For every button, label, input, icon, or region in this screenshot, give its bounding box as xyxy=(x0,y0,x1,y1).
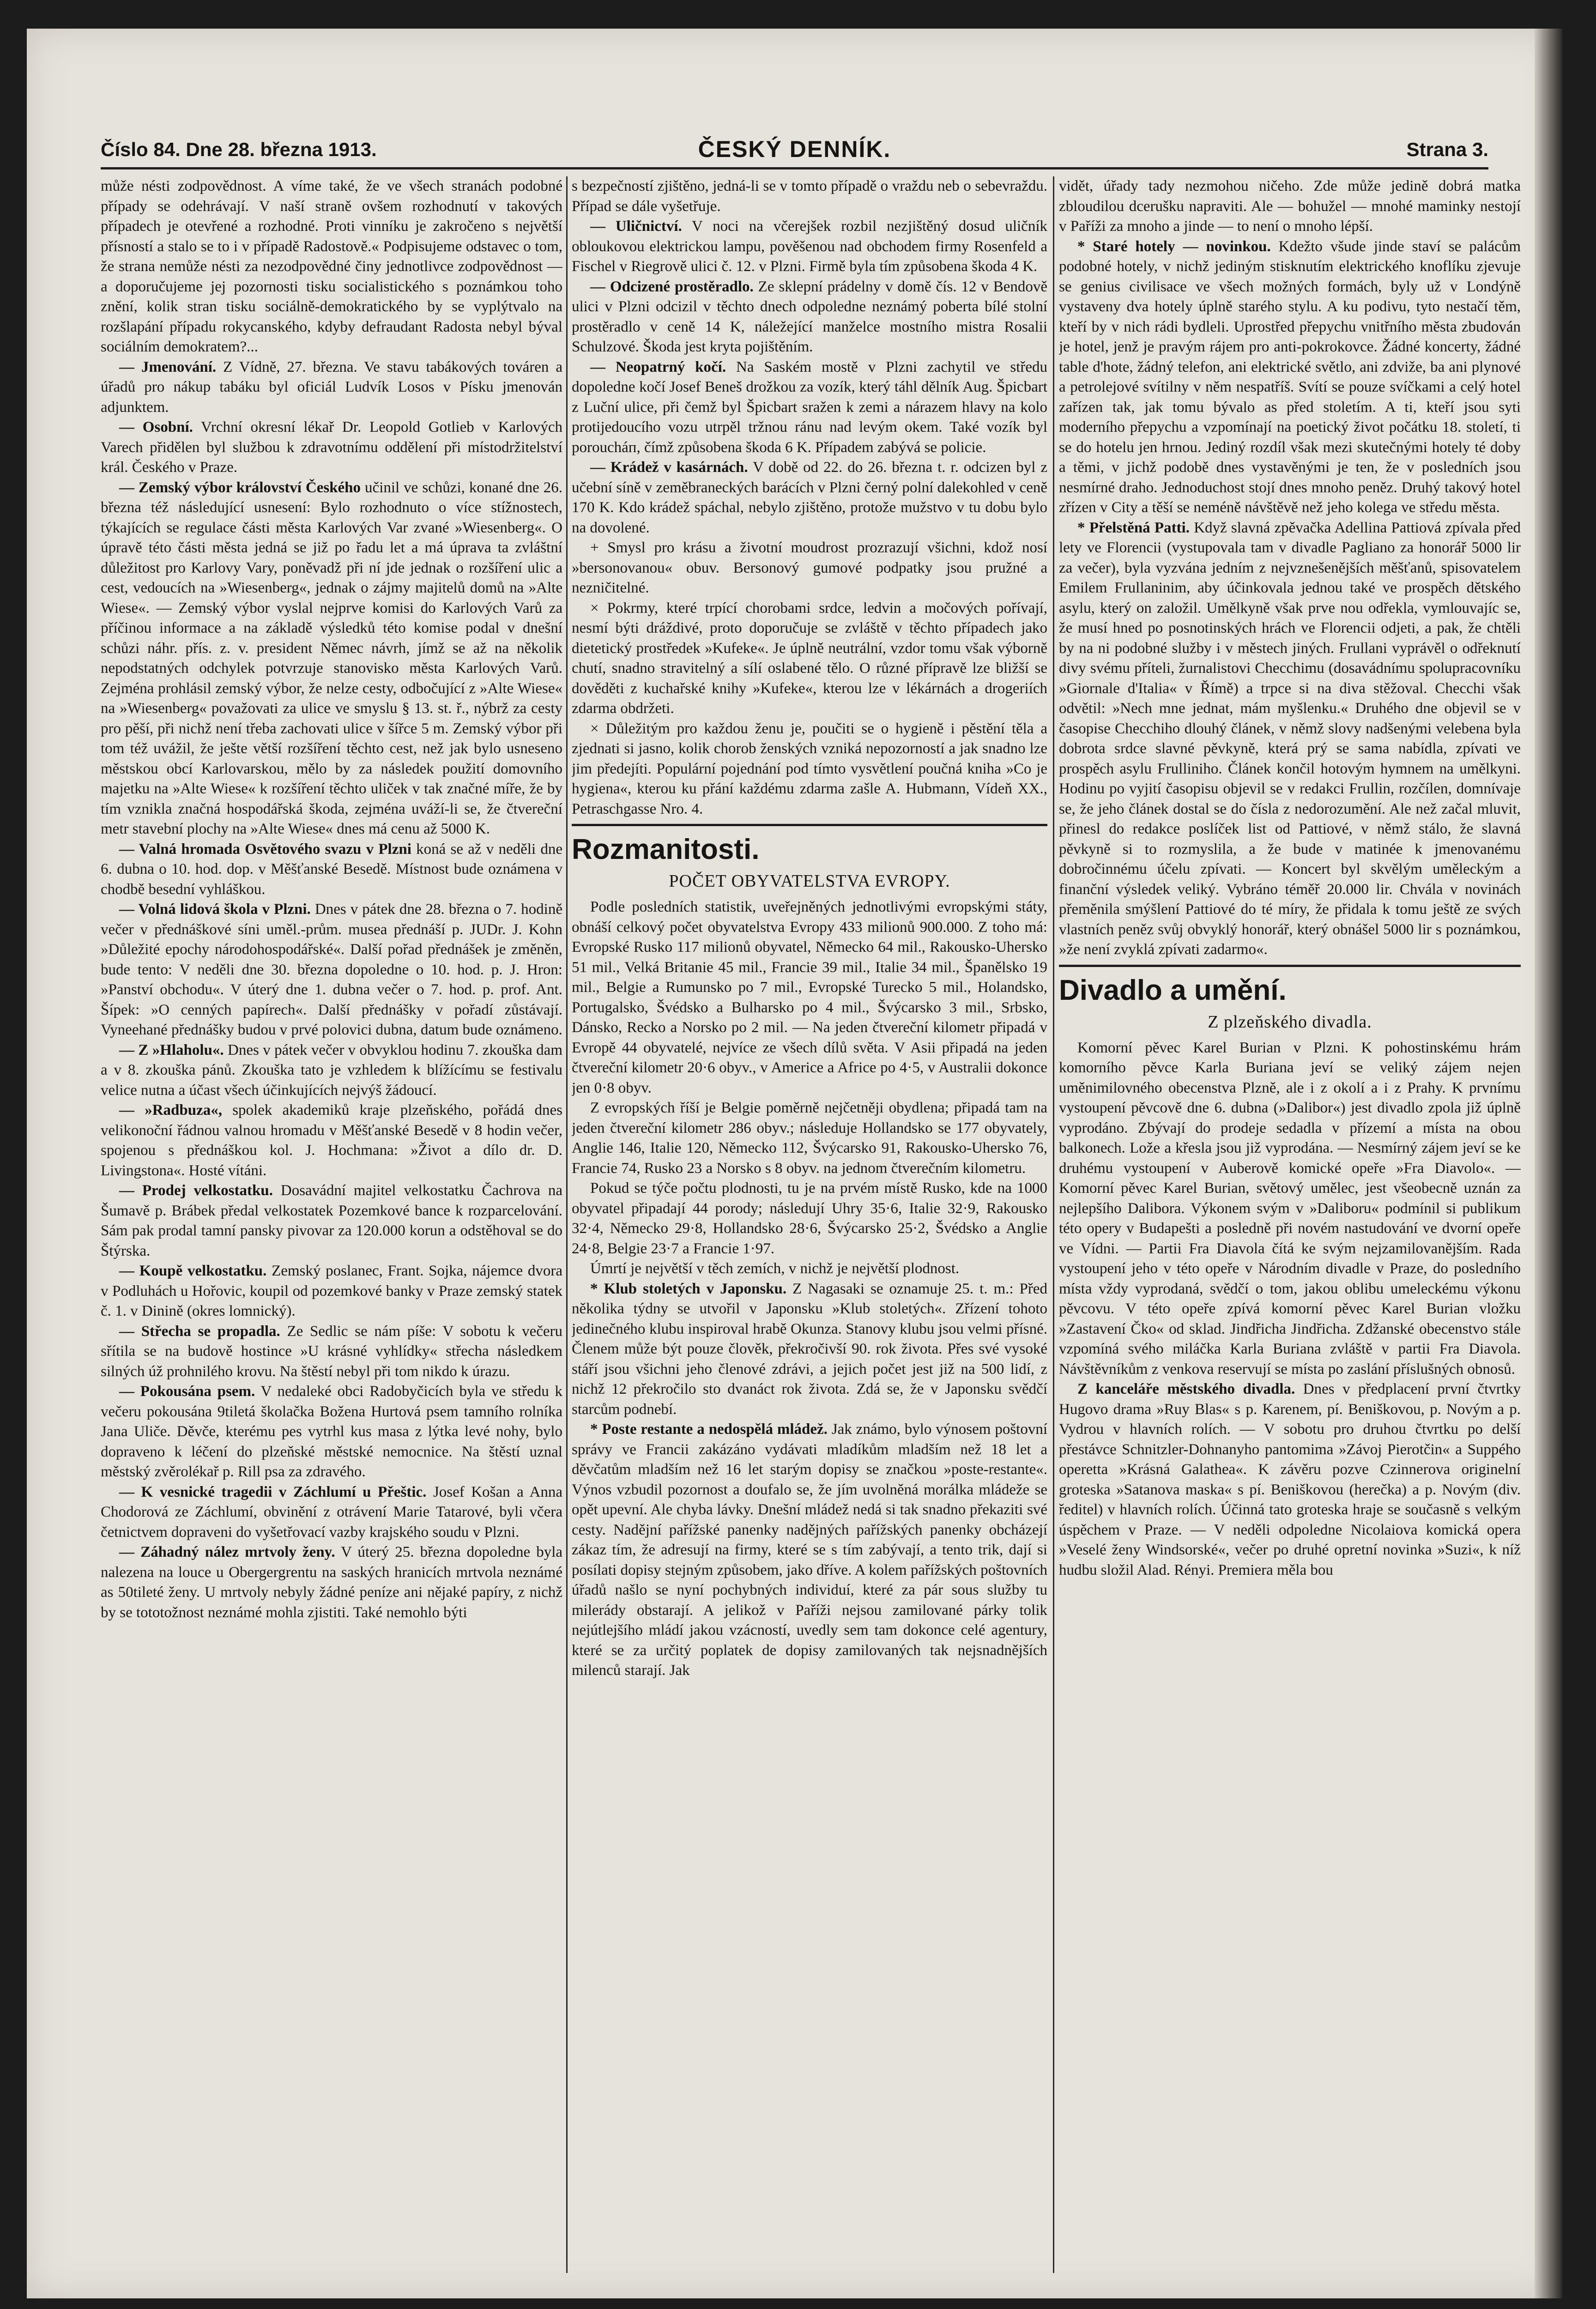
article-text: koná se až v neděli dne 6. dubna o 10. hod. dop. v Měšťanské Besedě. Místnost bude oznámena v chodbě besední vyhláškou. xyxy=(101,840,562,898)
newspaper-page xyxy=(27,29,1562,2298)
article-paragraph xyxy=(101,900,562,1040)
article-paragraph xyxy=(101,1100,562,1181)
article-text: spolek akademiků kraje plzeňského, pořádá dnes velikonoční řádnou valnou hromadu v Měšťanské Besedě v 8 hodin večer, spojenou s přednáškou kol. J. Hochmana: »Život a dílo dr. D. Livingstona«. Hosté vítáni. xyxy=(101,1102,562,1179)
article-heading: — Záhadný nález mrtvoly ženy. xyxy=(119,1544,335,1560)
article-paragraph: Úmrtí je největší v těch zemích, v nichž je největší plodnost. xyxy=(590,1260,960,1277)
article-heading: — Osobní. xyxy=(119,419,193,435)
article-text: Z Vídně, 27. března. Ve stavu tabákových továren a úřadů pro nákup tabáku byl oficiál Ludvík Losos v Písku jmenován adjunktem. xyxy=(101,358,562,416)
section-rule xyxy=(572,824,1047,826)
article-paragraph xyxy=(572,357,1047,458)
article-heading: — Pokousána psem. xyxy=(119,1383,255,1400)
article-heading: — Střecha se propadla. xyxy=(119,1323,280,1340)
section-title: Rozmanitosti. xyxy=(572,834,760,865)
column-rule xyxy=(1053,176,1054,2273)
article-paragraph xyxy=(572,1420,1047,1681)
article-text: Dnes v pátek dne 28. března o 7. hodině večer v přednáškové síni uměl.-prům. musea přednáší p. JUDr. J. Kohn »Důležité epochy národohospodářské«. Další pořad přednášek je změněn, bude tento: V neděli dne 30. března dopoledne o 10. hod. p. J. Hron: »Panství obchodu«. V úterý dne 1. dubna večer o 7. hod. p. prof. Ant. Šípek: »O cenných papírech«. Další přednášky v pořadí zůstávají. Vyneehané přednášky budou v prvé polovici dubna, datum bude oznámeno. xyxy=(101,901,562,1038)
article-heading: — K vesnické tragedii v Záchlumí u Přeštic. xyxy=(119,1483,427,1500)
article-paragraph: vidět, úřady tady nezmohou ničeho. Zde může jedině dobrá matka zbloudilou dcerušku napraviti. Ale — bohužel — mnohé maminky nestojí v Paříži za mnoho a jinde — to není o mnoho lépší. xyxy=(1059,178,1521,235)
section-rule xyxy=(1059,965,1521,967)
article-paragraph xyxy=(101,1322,562,1382)
article-paragraph xyxy=(101,417,562,478)
article-heading: — Neopatrný kočí. xyxy=(590,358,726,375)
page-spine-edge xyxy=(1535,29,1562,2298)
article-text: Jak známo, bylo výnosem poštovní správy ve Francii zakázáno vydávati mladíkům mladším než 18 let a děvčatům mladším než 16 let starým dopisy se značkou »poste-restante«. Výnos vzbudil pozornost a doufalo se, že jím uvolněná morálka mládeže se opět upevní. Ale chyba lávky. Dnešní mládež nedá si tak snadno překaziti své cesty. Nadějní pařížské panenky nadějných pařížských panenky obcházejí zákaz tím, že adresují na firmy, které se s tím zabývají, a tento trik, dají si posílati dopisy stejným způsobem, jako dříve. A kolem pařížských poštovních úřadů našlo se nyní pochybných individuí, které za pár sous služby tu milerády obstarají. A jelikož v Paříži nejsou zamilované párky tolik nejútlejšího mládí jakou vzácností, uvedly sem tam dokonce celé agentury, které se za určitý poplatek de dopisy zamilovaných tak nejsnadnějších milenců starají. Jak xyxy=(572,1421,1047,1679)
article-heading: * Klub stoletých v Japonsku. xyxy=(590,1280,787,1297)
article-heading: — Valná hromada Osvětového svazu v Plzni xyxy=(119,840,411,858)
article-paragraph xyxy=(101,1382,562,1482)
page-header xyxy=(101,126,1488,169)
article-text: Vrchní okresní lékař Dr. Leopold Gotlieb v Karlových Varech přidělen byl službou k zdravotnímu oddělení při místodržitelství král. Českého v Praze. xyxy=(101,419,562,476)
article-paragraph xyxy=(101,840,562,900)
article-paragraph xyxy=(572,1279,1047,1420)
article-text: Ze sklepní prádelny v domě čís. 12 v Bendově ulici v Plzni odcizil v těchto dnech odpoledne neznámý pobertа bílé stolní prostěradlo v ceně 14 K, náležející manželce mostního mistra Rosalii Schulzové. Škoda jest kryta pojištěním. xyxy=(572,278,1047,355)
article-paragraph xyxy=(1059,518,1521,960)
article-heading: — »Radbuza«, xyxy=(119,1102,222,1118)
article-paragraph: Z evropských říší je Belgie poměrně nejčetněji obydlena; připadá tam na jeden čtvereční kilometr 286 obyv.; následuje Hollandsko se 177 obyvately, Anglie 146, Italie 120, Německo 112, Švýcarsko 91, Rakousko-Uhersko 76, Francie 74, Rusko 23 a Norsko s 8 obyv. na jednom čtverečním kilometru. xyxy=(572,1100,1047,1177)
article-heading: — Uličnictví. xyxy=(590,218,682,235)
column-2 xyxy=(572,176,1047,2273)
article-heading: Z kanceláře městského divadla. xyxy=(1077,1381,1295,1397)
article-paragraph xyxy=(572,277,1047,357)
article-text: Na Saském mostě v Plzni zachytil ve středu dopoledne kočí Josef Beneš drožkou za vozík, který táhl dělník Aug. Špicbart z Luční ulice, při čemž byl Špicbart sražen k zemi a nárazem hlavy na kolo protijedoucího vozu utrpěl tržnou ránu nad levým okem. Také vozík byl poroucháп, čímž způsobena škoda 6 K. Případem zabývá se policie. xyxy=(572,358,1047,456)
article-heading: — Volná lidová škola v Plzni. xyxy=(119,901,311,918)
article-text: Dosavádní majitel velkostatku Čachrova na Šumavě p. Brábek předal velkostatek Pozemkové bance k rozparcelování. Sám pak prodal tamní pansky pivovar za 120.000 korun a odstěhoval se do Štýrska. xyxy=(101,1182,562,1259)
article-subtitle: Z plzeňského divadla. xyxy=(1208,1012,1372,1032)
article-paragraph xyxy=(101,1542,562,1623)
article-paragraph: s bezpečností zjištěno, jedná-li se v tomto případě o vraždu neb o sebevraždu. Případ se dále vyšetřuje. xyxy=(572,178,1047,215)
article-paragraph xyxy=(101,1261,562,1322)
article-paragraph xyxy=(1059,1379,1521,1580)
column-rule xyxy=(566,176,568,2273)
article-paragraph xyxy=(101,357,562,418)
article-paragraph xyxy=(101,1040,562,1101)
article-paragraph xyxy=(572,217,1047,277)
article-heading: — Koupě velkostatku. xyxy=(119,1263,267,1279)
advert-paragraph: × Důležitým pro každou ženu je, poučiti se o hygieně i pěstění těla a zjednati si jasno, kolik chorob ženských vzniká nepozorností a jak snadno lze jim předejíti. Populární pojednání pod tímto vysvětlení poučná kniha »Co je hygiena«, kterou ku přání každému zdarma zašle A. Hubmann, Vídeň XX., Petraschgasse Nro. 4. xyxy=(572,720,1047,817)
advert-paragraph: × Pokrmy, které trpící chorobami srdce, ledvin a močových pořívají, nesmí býti dráždivé, proto doporučuje se zvláště v těchto případech jako dietetický prostředek »Kufeke«. Je úplně neutrální, vzdor tomu však výborně chutí, snadno stravitelný a sílí oslabené tělo. O různé přípravě lze bližší se dověděti z kuchařské knihy »Kufeke«, kterou lze v lékárnách a drogeriích zdarma obdržeti. xyxy=(572,599,1047,717)
article-text: Josef Košan a Anna Chodorová ze Záchlumí, obvinění z otrávení Marie Tatarové, byli včera četnictvem dopraveni do vyšetřovací vazby krajského soudu v Plzni. xyxy=(101,1483,562,1541)
article-text: Zemský poslanec, Frant. Sojka, nájemce dvora v Podluhách u Hořovic, koupil od pozemkové banky v Praze zemský statek č. 1. v Dinině (okres lomnický). xyxy=(101,1263,562,1319)
article-text: V úterý 25. března dopoledne byla nalezena na louce u Obergergrentu na saských hranicích mrtvola neznámé as 50tileté ženy. U mrtvoly nebyly žádné peníze ani nějaké papíry, z nichž by se tototožnost neznámé mohla zjistiti. Také nemohlo býti xyxy=(101,1544,562,1621)
article-heading: * Přelstěná Patti. xyxy=(1077,519,1190,536)
article-heading: — Z »Hlaholu«. xyxy=(119,1041,224,1058)
issue-number-date: Číslo 84. Dne 28. března 1913. xyxy=(101,139,377,160)
article-heading: — Zemský výbor království Českého xyxy=(119,479,361,496)
article-paragraph: Komorní pěvec Karel Burian v Plzni. K pohostinskému hrám komorního pěvce Karla Buriana jeví se veliký zájem nejen uměnimilovného obecenstva Plzně, ale i z okolí a i z Prahy. K prvnímu vystoupení pěvcově dne 6. dubna (»Dalibor«) jest divadlo zpola již úplně vyprodáno. Zbývají do prodeje sedadla v přízemí a místa na obou balkonech. Lože a křesla jsou již vyprodána. — Nesmírný zájem jeví se ke druhému vystoupení v Auberově komické opeře »Fra Diavolo«. — Komorní pěvec Karel Burian, světový umělec, jest všeobecně uznán za nejlepšího Dalibora. Výkonem svým v »Daliboru« podmínil si publikum této opery v Budapešti a posledně při novém nastudování ve dvorní opeře ve Vídni. — Partii Fra Diavola čítá ke svým nejzamilovanějším. Rada vystoupení jeho v této opeře v Národním divadle v Praze, do posledního místa vždy vyprodaná, svědčí o tom, jakou oblibu umeleckému výkonu pěvcovu. V této opeře zpívá komorní pěvec Karel Burian vložku »Zastavení Čko« od sklad. Jindřicha Jindřicha. Zdžanské obecenstvo stále vzpomíná svého miláčka Karla Buriana zvláště v partii Fra Diavola. Návštěvníkům z venkova reservují se místa po zaslání příslušných obnosů. xyxy=(1059,1039,1521,1378)
article-text: Kdežto všude jinde staví se palácům podobné hotely, v nichž jediným stisknutím elektrického knoflíku zjevuje se genius civilisace ve všech možných formách, byly už v Londýně vystaveny dva hotely úplně starého stylu. A ku podivu, tyto nestačí těm, kteří by v nich rádi bydleli. Uprostřed přepychu vnitřního města zbudován je hotel, jenž je pravým rájem pro anti-pokrokovce. Žádné koncerty, žádné table d'hote, žádný telefon, ani elektrické světlo, ani zdviže, ba ani plynové a petrolejové svítilny v něm nespatříš. Svítí se pouze svíčkami a celý hotel zařízen tak, jak tomu bývalo as před stoletím. A ti, kteří jsou syti moderního přepychu a vzpomínají na poetický život počátku 18. století, ti se do hotelu jen hrnou. Jediný rozdíl však mezi skutečnými hotely té doby a těmi, v jichž podobě dnes vystavěnými je ten, že v posledních jsou nesmírné drahо. Jednoduchost stojí dnes mnoho peněz. Druhý takový hotel zřízen v City a těší se neméně návštěvě než jeho kolega ve středu města. xyxy=(1059,238,1521,516)
article-text: V nedaleké obci Radobyčicích byla ve středu k večeru pokousána 9tiletá školačka Božena Hurtová psem tamního rolníka Jana Uliče. Děvče, kterému pes vytrhl kus masa z lýtka levé nohy, bylo dopraveno k léčení do plzeňské městské nemocnice. Na štěstí uznal městský zvěrolékař p. Rill psa za zdravého. xyxy=(101,1383,562,1480)
article-paragraph xyxy=(101,478,562,840)
column-1 xyxy=(101,176,562,2273)
section-title: Divadlo a umění. xyxy=(1059,974,1287,1006)
article-paragraph: může nésti zodpovědnost. A víme také, že ve všech stranách podobné případy se odehrávají. V naší straně ovšem rozhodnutí v takových případech je otevřené a rozhodné. Proti vinníku je zakročeno s největší přísností a stalo se to i v případě Radostově.« Podpisujeme odstavec o tom, že strana nemůže nésti za nezodpovědné činy jednotlivce zodpovědnost — a doporučujeme jej pozornosti tisku socialistického s poznámkou toho znění, kolik stran tisku sociálně-demokratického by se vyplýtvalo na rozšlapání případu rokycanského, kdyby defraudant Radosta nebyl býval sociálním demokratem?... xyxy=(101,178,562,355)
article-paragraph xyxy=(101,1181,562,1261)
newspaper-title: ČESKÝ DENNÍK. xyxy=(698,136,891,162)
article-text: V době od 22. do 26. března t. r. odcizen byl z učební síně v zeměbraneckých barácích v Plzni černý polní dalekohled v ceně 170 K. Kdo krádež spáchal, nebylo zjištěno, protože mužstvo v tu dobu bylo na dovolené. xyxy=(572,459,1047,536)
article-subtitle: POČET OBYVATELSTVA EVROPY. xyxy=(669,871,950,891)
article-text: Ze Sedlic se nám píše: V sobotu k večeru sřítila se na budově hostince »U krásné vyhlídky« střecha následkem silných úž prohnilého krovu. Na štěstí nebyl při tom nikdo k úrazu. xyxy=(101,1323,562,1380)
article-heading: * Poste restante a nedospělá mládež. xyxy=(590,1421,828,1438)
article-paragraph xyxy=(572,458,1047,538)
article-text: učinil ve schůzi, konané dne 26. března též následující usnesení: Bylo rozhodnuto o více stížnostech, týkajících se regulace části města Karlových Var zvané »Wiesenberg«. O úpravě této části města jedná se již po řadu let a má úprava ta zvláštní důležitost pro Karlovy Vary, poněvadž při ní jde jednak o rozšíření ulic a cest, vedoucích na »Wiesenberg«, jednak o zájmy majitelů domů na »Alte Wiese«. — Zemský výbor vyslal nejprve komisi do Karlových Varů za příčinou informace a na základě výsledků této komise podal v dnešní schůzi náhr. přís. z. v. president Němec návrh, jímž se až na několik nepodstatných odchylek potvrzuje stanovisko města Karlových Varů. Zejména prohlásil zemský výbor, že nelze cesty, odbočující z »Alte Wiese« na »Wiesenberg« považovati za ulice ve smyslu § 13. st. ř., nýbrž za cesty pro pěší, při nichž není třeba zachovati ulice v šířce 5 m. Zemský výbor při tom též uvážil, že ješte větší rozšíření těchto cest, než jak bylo usneseno městskou obcí Karlovarskou, mělo by za následek použití domovního majetku na »Alte Wiese« k rozšíření těchto uliček v tak značné míře, že by tím vznikla značná hospodářská škoda, zejména uváží-li se, že čtvereční metr stavební plochy na »Alte Wiese« dnes má cenu až 5000 K. xyxy=(101,479,562,837)
article-heading: — Odcizené prostěradlo. xyxy=(590,278,754,295)
article-heading: — Prodej velkostatku. xyxy=(119,1182,273,1199)
article-heading: — Jmenování. xyxy=(119,358,217,375)
article-text: Když slavná zpěvačka Adellina Pattiová zpívala před lety ve Florencii (vystupovala tam v divadle Pagliano za honorář 5000 lir za večer), byla vyzvána jedním z nejvznešenějších měšťanů, spisovatelem Emilem Frullaninim, aby účinkovala jednou také ve prospěch dětského asylu, který on založil. Umělkyně však prve nou odřekla, vymlouvajíc se, že musí hned po posnotinských hrách ve Florencii odjeti, a pak, že chtěli by na ni podobné služby i v městech jiných. Frullani vyprávěl o odřeknutí divy svému příteli, žurnalistovi Checchimu (dosavádnímu spolupracovníku »Giornale d'Italia« v Římě) a trpce si na diva stěžoval. Checchi však odvětil: »Nech mne jednat, mám myšlenku.« Druhého dne objevil se v časopise Checchiho dlouhý článek, v němž slovy nadšenými velebena byla dobrota srdce slavné pěvkyně, která prý se sama nabídla, zpívati ve prospěch asylu Frulliniho. Článek končil hotovým hymnem na umělkyni. Hodinu po vyjití časopisu objevil se v redakci Frullin, rozčílen, domnívaje se, že jeho článek dostal se do čísla z nedorozumění. Ale než začal mluvit, přinesl do redakce poslíček list od Pattiové, v němž stálo, že slavná pěvkyně si to rozmyslila, a že bude v matinée k jmenovanému dobročinnému účelu zpívati. — Koncert byl skvělým uměleckým a finanční výsledek veliký. Vybráno téměř 20.000 lir. Chvála v novinách přeměnila smýšlení Pattiové do té míry, že přidala k tomu ještě ze svých vlastních peněz svůj obvyklý honorář, který obnášel 5000 lir s poznámkou, »že není zvyklá zpívati zadarmo«. xyxy=(1059,519,1521,958)
page-number: Strana 3. xyxy=(1406,139,1488,160)
advert-paragraph: + Smysl pro krásu a životní moudrost prozrazují všichni, kdož nosí »bersonovanou« obuv. Bersonový gumové podpatky jsou pružné a nezničitelné. xyxy=(572,539,1047,596)
article-paragraph: Pokud se týče počtu plodnosti, tu je na prvém místě Rusko, kde na 1000 obyvatel připadají 44 porody; následují Uhry 35·6, Italie 32·9, Rakousko 32·4, Německo 29·8, Hollandsko 28·6, Švýcarsko 25·2, Švédsko a Anglie 24·8, Belgie 23·7 a Francie 1·97. xyxy=(572,1180,1047,1257)
column-3 xyxy=(1059,176,1521,2273)
article-heading: — Krádež v kasárnách. xyxy=(590,459,748,476)
article-heading: * Staré hotely — novinkou. xyxy=(1077,238,1271,255)
article-text: Z Nagasaki se oznamuje 25. t. m.: Před několika týdny se utvořil v Japonsku »Klub stoletých«. Zřízení tohoto jedinečného klubu inspiroval hrabě Okunza. Stanovy klubu jsou velmi přísné. Členem může být pouze člověk, překročivší 90. rok života. Přes své vysoké stáří jsou všichni jeho členové zdrávi, a jejich počet jest již na 500 lidí, z nichž 12 překročilo sto dvanáct rok života. Zdá se, že v Japonsku svědčí starcům podnebí. xyxy=(572,1280,1047,1418)
article-paragraph xyxy=(101,1482,562,1543)
article-text: Dnes v pátek večer v obvyklou hodinu 7. zkouška dam a v 8. zkouška pánů. Zkouška tato je vzhledem k blížícímu se festivalu velice nutna a účast všech účinkujících nejvýš žádoucí. xyxy=(101,1041,562,1099)
article-paragraph: Podle posledních statistik, uveřejněných jednotlivými evropskými státy, obnáší celkový počet obyvatelstva Evropy 433 milionů 900.000. Z toho má: Evropské Rusko 117 milionů obyvatel, Německo 64 mil., Rakousko-Uhersko 51 mil., Velká Britanie 45 mil., Francie 39 mil., Italie 34 mil., Španělsko 19 mil., Belgie a Rumunsko po 7 mil., Evropské Turecko 5 mil., Holandsko, Portugalsko, Švédsko a Bulharsko po 4 mil., Švýcarsko 3 mil., Srbsko, Dánsko, Recko a Norsko po 2 mil. — Na jeden čtvereční kilometr připadá v Evropě 44 obyvatelé, nejvíce ze všech dílů světa. V Asii připadá na jeden čtvereční kilometr 20·6 obyv., v Americe a Africe po 4·5, v Australii dokonce jen 0·8 obyv. xyxy=(572,899,1047,1096)
article-text: V noci na včerejšek rozbil nezjištěný dosud uličník obloukovou elektrickou lampu, pověšenou nad obchodem firmy Rosenfeld a Fischel v Riegrově ulici č. 12. v Plzni. Firmě byla tím způsobena škoda 4 K. xyxy=(572,218,1047,275)
article-text: Dnes v předplacení první čtvrtky Hugovo drama »Ruy Blas« s p. Karenem, pí. Beniškovou, p. Novým a p. Vydrou v hlavních rolích. — V sobotu pro druhou čtvrtku po delší přestávce Schnitzler-Dohnanyho pantomima »Závoj Pierotčin« a Suppého operetta »Krásná Galathea«. K závěru pozve Czinnerova originelní groteska »Satanova maska« s pí. Beniškovou (herečka) a p. Novým (div. ředitel) v hlavních rolích. Účinná tato groteska hraje se současně s velkým úspěchem v Praze. — V neděli odpoledne Nicolaiova komická opera »Veselé ženy Windsorské«, večer po druhé opretní novinka »Suzi«, k níž hudbu složil Alad. Rényi. Premiera měla bou xyxy=(1059,1381,1521,1578)
article-paragraph xyxy=(1059,237,1521,518)
